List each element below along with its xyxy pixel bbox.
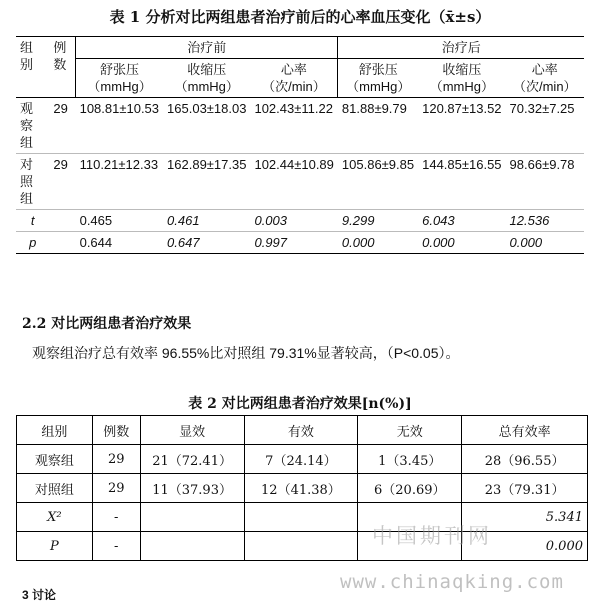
cell: 0.997 <box>250 232 337 254</box>
cell: 12（41.38） <box>244 474 358 503</box>
cell <box>244 503 358 532</box>
next-section-heading: 3 讨论 <box>22 588 57 602</box>
row-n: 29 <box>49 154 75 210</box>
cell: 12.536 <box>506 210 584 232</box>
cell: 0.000 <box>418 232 505 254</box>
cell: 0.003 <box>250 210 337 232</box>
table2 <box>16 415 588 561</box>
cell: P <box>17 532 93 561</box>
cell: 70.32±7.25 <box>506 98 584 154</box>
cell: - <box>92 503 140 532</box>
cell: 29 <box>92 474 140 503</box>
cell: 6.043 <box>418 210 505 232</box>
cell: 21（72.41） <box>140 445 244 474</box>
watermark-url: www.chinaqking.com <box>340 571 564 593</box>
header-cell: 显效 <box>140 416 244 445</box>
table-row <box>17 474 588 503</box>
cell: 0.465 <box>76 210 163 232</box>
row-group: p <box>16 232 49 254</box>
table-row <box>16 210 584 232</box>
cell: 对照组 <box>17 474 93 503</box>
subheader-heartrate-after: 心率（次/min） <box>506 59 584 98</box>
cell: 120.87±13.52 <box>418 98 505 154</box>
table2-title: 表 2 对比两组患者治疗效果[n(%)] <box>188 396 412 412</box>
header-cell: 组别 <box>17 416 93 445</box>
subheader-systolic-before: 收缩压（mmHg） <box>163 59 250 98</box>
row-group: 对照组 <box>16 154 49 210</box>
cell: 0.000 <box>462 532 588 561</box>
header-n: 例数 <box>49 37 75 98</box>
subheader-diastolic-after: 舒张压（mmHg） <box>338 59 418 98</box>
cell: 102.43±11.22 <box>250 98 337 154</box>
header-cell: 无效 <box>358 416 462 445</box>
table-row <box>16 232 584 254</box>
cell: 7（24.14） <box>244 445 358 474</box>
subheader-diastolic-before: 舒张压（mmHg） <box>76 59 163 98</box>
table-row <box>17 445 588 474</box>
cell: 102.44±10.89 <box>250 154 337 210</box>
cell <box>140 503 244 532</box>
cell: 23（79.31） <box>462 474 588 503</box>
cell: 0.644 <box>76 232 163 254</box>
table1-title: 表 1 分析对比两组患者治疗前后的心率血压变化（x̄±s） <box>109 8 491 26</box>
header-cell: 例数 <box>92 416 140 445</box>
table-row <box>17 532 588 561</box>
cell: 105.86±9.85 <box>338 154 418 210</box>
cell: 98.66±9.78 <box>506 154 584 210</box>
cell <box>244 532 358 561</box>
header-after: 治疗后 <box>338 37 584 59</box>
cell: 6（20.69） <box>358 474 462 503</box>
cell: 9.299 <box>338 210 418 232</box>
header-cell: 总有效率 <box>462 416 588 445</box>
subheader-systolic-after: 收缩压（mmHg） <box>418 59 505 98</box>
cell: 110.21±12.33 <box>76 154 163 210</box>
cell: X² <box>17 503 93 532</box>
cell: 165.03±18.03 <box>163 98 250 154</box>
cell: 0.000 <box>506 232 584 254</box>
cell: 11（37.93） <box>140 474 244 503</box>
row-group: t <box>16 210 49 232</box>
cell: 5.341 <box>462 503 588 532</box>
cell: 108.81±10.53 <box>76 98 163 154</box>
subheader-heartrate-before: 心率（次/min） <box>250 59 337 98</box>
table-row <box>17 503 588 532</box>
row-n <box>49 210 75 232</box>
section-heading: 2.2 对比两组患者治疗效果 <box>22 316 192 332</box>
header-group: 组别 <box>16 37 49 98</box>
table-row <box>16 154 584 210</box>
header-cell: 有效 <box>244 416 358 445</box>
cell: 162.89±17.35 <box>163 154 250 210</box>
header-before: 治疗前 <box>76 37 338 59</box>
table2-header-row <box>17 416 588 445</box>
cell: 0.000 <box>338 232 418 254</box>
cell: - <box>92 532 140 561</box>
cell: 0.647 <box>163 232 250 254</box>
table-row <box>16 98 584 154</box>
table1 <box>16 36 584 254</box>
cell: 29 <box>92 445 140 474</box>
cell: 144.85±16.55 <box>418 154 505 210</box>
row-group: 观察组 <box>16 98 49 154</box>
cell: 28（96.55） <box>462 445 588 474</box>
section-paragraph: 观察组治疗总有效率 96.55%比对照组 79.31%显著较高，（P<0.05）。 <box>32 345 460 361</box>
cell: 观察组 <box>17 445 93 474</box>
cell <box>140 532 244 561</box>
watermark-logo-text: 中国期刊网 <box>372 524 492 548</box>
cell: 81.88±9.79 <box>338 98 418 154</box>
cell: 0.461 <box>163 210 250 232</box>
row-n <box>49 232 75 254</box>
cell: 1（3.45） <box>358 445 462 474</box>
row-n: 29 <box>49 98 75 154</box>
